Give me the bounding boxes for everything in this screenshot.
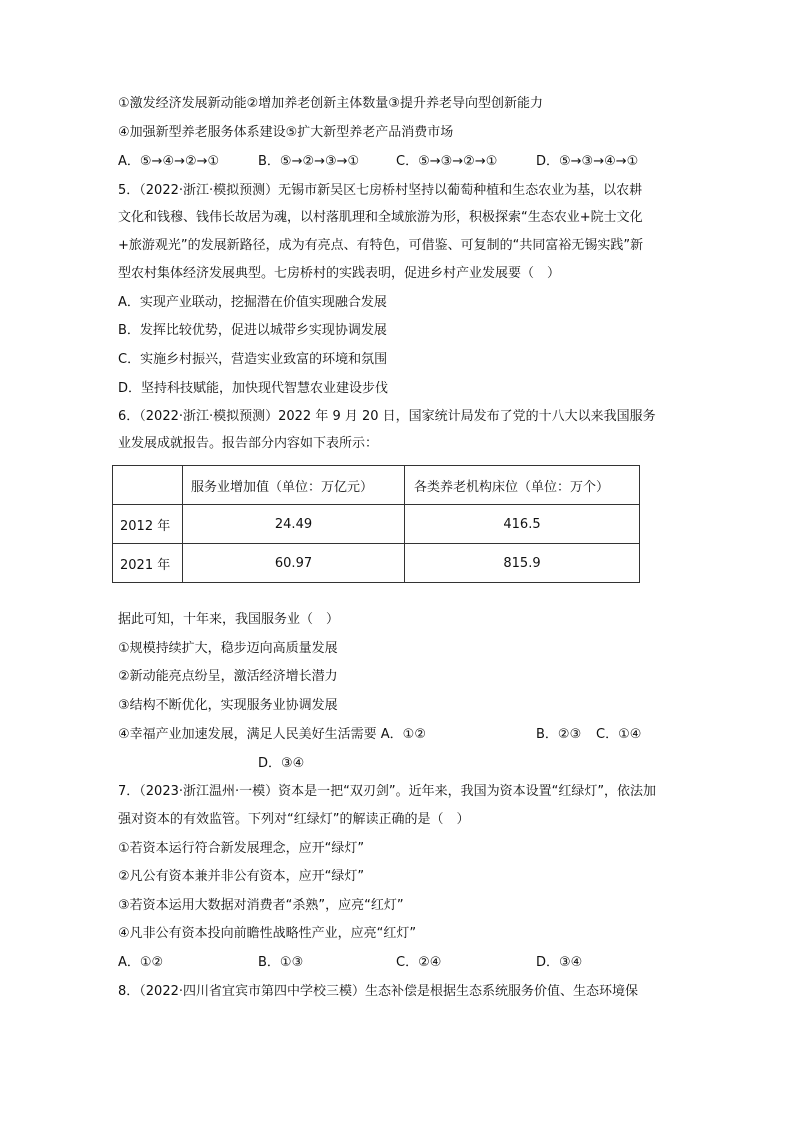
q5-option-c: C．实施乡村振兴，营造实业致富的环境和氛围	[118, 352, 388, 367]
q5-stem-line-2: 文化和钱穆、钱伟长故居为魂，以村落肌理和全域旅游为形，积极探索“生态农业+院士文化	[118, 210, 643, 225]
q7-option-b: B．①③	[258, 955, 304, 970]
q6-option-d: D．③④	[258, 756, 305, 771]
q7-option-a: A．①②	[118, 955, 164, 970]
q5-option-a: A．实现产业联动，挖掘潜在价值实现融合发展	[118, 295, 387, 310]
table-row	[113, 505, 640, 544]
table-cell-year: 2012 年	[113, 505, 183, 544]
table-header-row	[113, 466, 640, 505]
q7-option-d: D．③④	[536, 955, 583, 970]
q6-stem-line-2: 业发展成就报告。报告部分内容如下表所示：	[118, 436, 379, 451]
q6-option-c: C．①④	[596, 727, 642, 742]
q4-option-d: D．⑤→③→④→①	[536, 154, 639, 169]
q7-item-4: ④凡非公有资本投向前瞻性战略性产业，应亮“红灯”	[118, 926, 417, 941]
q4-option-a: A．⑤→④→②→①	[118, 154, 220, 169]
table-header-cell	[113, 466, 183, 505]
q7-item-1: ①若资本运行符合新发展理念，应开“绿灯”	[118, 841, 365, 856]
table-cell-year: 2021 年	[113, 544, 183, 583]
q7-item-2: ②凡公有资本兼并非公有资本，应开“绿灯”	[118, 869, 365, 884]
q4-statement-line-1: ①激发经济发展新动能②增加养老创新主体数量③提升养老导向型创新能力	[118, 96, 543, 111]
q6-question: 据此可知，十年来，我国服务业（ ）	[118, 612, 340, 627]
q8-stem-line-1: 8．（2022·四川省宜宾市第四中学校三模）生态补偿是根据生态系统服务价值、生态环境保	[118, 984, 638, 999]
table-header-cell: 服务业增加值（单位：万亿元）	[183, 466, 405, 505]
q5-stem-line-1: 5．（2022·浙江·模拟预测）无锡市新吴区七房桥村坚持以葡萄种植和生态农业为基，以农耕	[118, 183, 643, 198]
q7-option-c: C．②④	[396, 955, 442, 970]
q6-stem-line-1: 6．（2022·浙江·模拟预测）2022 年 9 月 20 日，国家统计局发布了党的十八大以来我国服务	[118, 409, 656, 424]
q7-item-3: ③若资本运用大数据对消费者“杀熟”，应亮“红灯”	[118, 898, 404, 913]
q6-item-3: ③结构不断优化，实现服务业协调发展	[118, 698, 338, 713]
q4-statement-line-2: ④加强新型养老服务体系建设⑤扩大新型养老产品消费市场	[118, 125, 454, 140]
table-cell-value: 24.49	[183, 505, 405, 544]
q7-stem-line-1: 7．（2023·浙江温州·一模）资本是一把“双刃剑”。近年来，我国为资本设置“红绿灯”，依法加	[118, 784, 657, 799]
q4-option-b: B．⑤→②→③→①	[258, 154, 360, 169]
q7-stem-line-2: 强对资本的有效监管。下列对“红绿灯”的解读正确的是（ ）	[118, 812, 470, 827]
q5-option-d: D．坚持科技赋能，加快现代智慧农业建设步伐	[118, 381, 389, 396]
q4-option-c: C．⑤→③→②→①	[396, 154, 498, 169]
q6-item-2: ②新动能亮点纷呈，激活经济增长潜力	[118, 669, 338, 684]
table-cell-value: 416.5	[405, 505, 640, 544]
q5-option-b: B．发挥比较优势，促进以城带乡实现协调发展	[118, 323, 387, 338]
table-header-cell: 各类养老机构床位（单位：万个）	[405, 466, 640, 505]
q5-stem-line-3: +旅游观光”的发展新路径，成为有亮点、有特色，可借鉴、可复制的“共同富裕无锡实践”新	[118, 238, 644, 253]
q6-item-4-row	[118, 727, 642, 743]
service-industry-table	[112, 465, 640, 583]
q6-item-1: ①规模持续扩大，稳步迈向高质量发展	[118, 641, 338, 656]
table-row	[113, 544, 640, 583]
q5-stem-line-4: 型农村集体经济发展典型。七房桥村的实践表明，促进乡村产业发展要（ ）	[118, 266, 561, 281]
table-cell-value: 60.97	[183, 544, 405, 583]
table-cell-value: 815.9	[405, 544, 640, 583]
q6-option-b: B．②③	[536, 727, 582, 742]
q6-item-4-with-option-a: ④幸福产业加速发展，满足人民美好生活需要 A．①②	[118, 727, 426, 742]
